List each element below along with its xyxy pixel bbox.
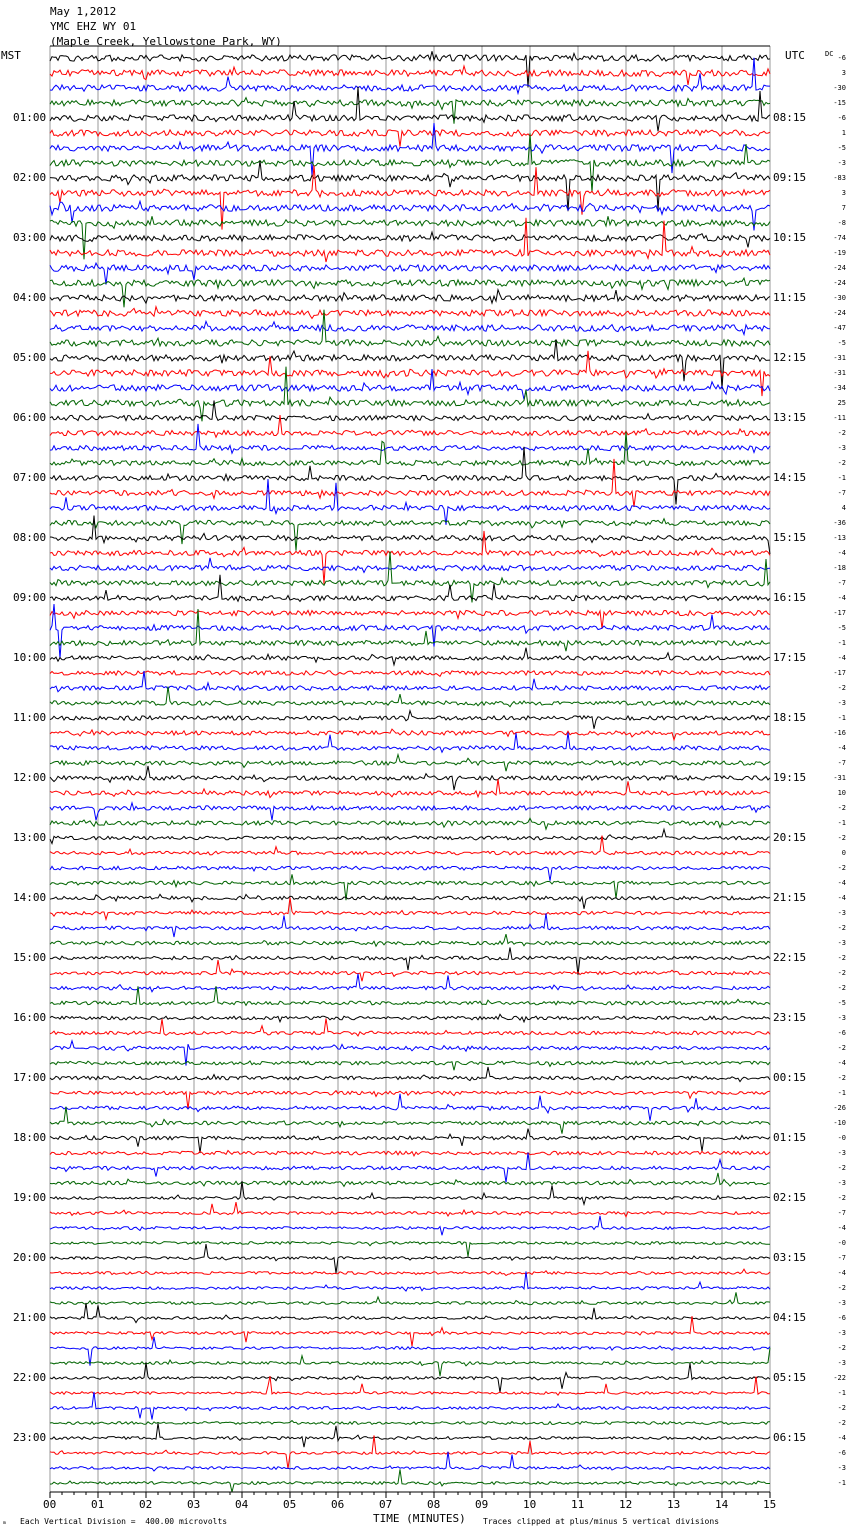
trace-75 — [50, 1173, 770, 1187]
dc-offset-value: -3 — [837, 699, 846, 707]
left-hour-label: 18:00 — [13, 1131, 47, 1144]
right-hour-label: 20:15 — [773, 831, 807, 844]
trace-27 — [50, 432, 770, 466]
trace-1 — [50, 66, 770, 85]
dc-offset-value: -4 — [837, 549, 846, 557]
trace-93 — [50, 1435, 770, 1469]
dc-offset-value: -4 — [837, 894, 846, 902]
right-hour-label: 18:15 — [773, 711, 807, 724]
trace-40 — [50, 648, 770, 665]
dc-offset-value: -7 — [837, 489, 846, 497]
trace-64 — [50, 1014, 770, 1022]
right-hour-label: 19:15 — [773, 771, 807, 784]
dc-offset-value: -6 — [837, 1029, 846, 1037]
trace-9 — [50, 165, 770, 229]
left-hour-label: 16:00 — [13, 1011, 47, 1024]
left-hour-label: 01:00 — [13, 111, 47, 124]
dc-offset-value: -2 — [837, 1284, 846, 1292]
dc-offset-value: -2 — [837, 459, 846, 467]
dc-offset-value: -5 — [837, 624, 846, 632]
dc-offset-value: -10 — [833, 1119, 846, 1127]
dc-offset-value: -7 — [837, 579, 846, 587]
trace-86 — [50, 1337, 770, 1366]
dc-offset-value: -3 — [837, 1014, 846, 1022]
x-tick-label: 12 — [619, 1498, 633, 1511]
dc-offset-value: -2 — [837, 834, 846, 842]
dc-offset-value: -16 — [833, 729, 846, 737]
x-tick-label: 04 — [235, 1498, 249, 1511]
trace-18 — [50, 321, 770, 334]
right-hour-label: 11:15 — [773, 291, 807, 304]
dc-offset-value: -4 — [837, 654, 846, 662]
dc-offset-value: -2 — [837, 429, 846, 437]
dc-offset-value: -1 — [837, 639, 846, 647]
dc-offset-value: -4 — [837, 1434, 846, 1442]
dc-offset-value: -2 — [837, 1194, 846, 1202]
right-hour-label: 01:15 — [773, 1131, 807, 1144]
seismic-traces — [50, 51, 770, 1492]
dc-offset-value: -1 — [837, 1479, 846, 1487]
dc-offset-value: -3 — [837, 1179, 846, 1187]
trace-62 — [50, 974, 770, 992]
trace-81 — [50, 1269, 770, 1275]
dc-offset-value: -13 — [833, 534, 846, 542]
dc-offset-value: -2 — [837, 804, 846, 812]
dc-offset-value: -24 — [833, 264, 846, 272]
right-hour-label: 09:15 — [773, 171, 807, 184]
dc-offset-value: -26 — [833, 1104, 846, 1112]
trace-55 — [50, 874, 770, 900]
right-hour-label: 16:15 — [773, 591, 807, 604]
dc-offset-value: -31 — [833, 369, 846, 377]
trace-35 — [50, 551, 770, 602]
dc-offset-value: -2 — [837, 864, 846, 872]
trace-63 — [50, 986, 770, 1005]
trace-38 — [50, 604, 770, 659]
footer-glyph: ₘ — [2, 1517, 7, 1526]
dc-offset-value: -24 — [833, 279, 846, 287]
dc-offset-value: 3 — [841, 69, 846, 77]
left-hour-label: 02:00 — [13, 171, 47, 184]
dc-offset-value: -2 — [837, 1344, 846, 1352]
trace-57 — [50, 897, 770, 919]
x-tick-label: 01 — [91, 1498, 105, 1511]
trace-39 — [50, 609, 770, 651]
trace-31 — [50, 519, 770, 551]
dc-offset-value: -3 — [837, 939, 846, 947]
x-axis-title: TIME (MINUTES) — [373, 1512, 466, 1525]
trace-10 — [50, 201, 770, 230]
dc-offset-value: -3 — [837, 1464, 846, 1472]
right-hour-label: 22:15 — [773, 951, 807, 964]
dc-offset-header: DC — [825, 50, 834, 58]
dc-offset-value: -5 — [837, 339, 846, 347]
x-tick-label: 15 — [763, 1498, 777, 1511]
trace-58 — [50, 913, 770, 937]
dc-offset-value: -24 — [833, 309, 846, 317]
trace-48 — [50, 766, 770, 790]
dc-offset-value: -4 — [837, 1269, 846, 1277]
trace-41 — [50, 671, 770, 677]
right-hour-label: 15:15 — [773, 531, 807, 544]
left-hour-label: 21:00 — [13, 1311, 47, 1324]
trace-16 — [50, 290, 770, 304]
trace-53 — [50, 836, 770, 855]
dc-offset-value: -3 — [837, 1329, 846, 1337]
x-tick-label: 06 — [331, 1498, 345, 1511]
dc-offset-value: -2 — [837, 1419, 846, 1427]
right-hour-label: 10:15 — [773, 231, 807, 244]
clip-note: Traces clipped at plus/minus 5 vertical divisions — [483, 1517, 720, 1526]
x-tick-label: 09 — [475, 1498, 489, 1511]
trace-15 — [50, 278, 770, 307]
dc-offset-value: -17 — [833, 669, 846, 677]
left-hour-label: 03:00 — [13, 231, 47, 244]
vertical-division-note: Each Vertical Division = 400.00 microvolts — [20, 1517, 228, 1526]
dc-offset-value: -30 — [833, 84, 846, 92]
trace-67 — [50, 1061, 770, 1070]
left-hour-label: 23:00 — [13, 1431, 47, 1444]
trace-45 — [50, 729, 770, 740]
x-tick-label: 03 — [187, 1498, 201, 1511]
trace-71 — [50, 1107, 770, 1134]
trace-4 — [50, 87, 770, 132]
left-hour-label: 07:00 — [13, 471, 47, 484]
right-hour-label: 21:15 — [773, 891, 807, 904]
trace-95 — [50, 1469, 770, 1492]
dc-offset-value: -2 — [837, 1074, 846, 1082]
right-hour-label: 04:15 — [773, 1311, 807, 1324]
left-hour-label: 05:00 — [13, 351, 47, 364]
dc-offset-value: 3 — [841, 189, 846, 197]
dc-offset-value: -2 — [837, 1164, 846, 1172]
dc-offset-value: -1 — [837, 1089, 846, 1097]
left-hour-label: 10:00 — [13, 651, 47, 664]
right-hour-label: 03:15 — [773, 1251, 807, 1264]
dc-offset-value: -0 — [837, 1134, 846, 1142]
right-hour-label: 00:15 — [773, 1071, 807, 1084]
dc-offset-value: -3 — [837, 444, 846, 452]
dc-offset-value: -5 — [837, 144, 846, 152]
trace-52 — [50, 829, 770, 843]
left-hour-label: 15:00 — [13, 951, 47, 964]
dc-offset-value: -47 — [833, 324, 846, 332]
dc-offset-value: -3 — [837, 159, 846, 167]
dc-offset-value: -1 — [837, 714, 846, 722]
dc-offset-value: -8 — [837, 219, 846, 227]
plot-date: May 1,2012 — [50, 5, 117, 18]
trace-78 — [50, 1216, 770, 1235]
trace-68 — [50, 1067, 770, 1082]
dc-offset-value: -3 — [837, 909, 846, 917]
right-hour-label: 23:15 — [773, 1011, 807, 1024]
dc-offset-value: -19 — [833, 249, 846, 257]
trace-85 — [50, 1316, 770, 1346]
dc-offset-value: -2 — [837, 1044, 846, 1052]
dc-offset-value: 0 — [841, 849, 846, 857]
dc-offset-value: -1 — [837, 1389, 846, 1397]
trace-87 — [50, 1348, 770, 1377]
trace-34 — [50, 558, 770, 573]
station-location: (Maple Creek, Yellowstone Park, WY) — [50, 35, 282, 48]
x-tick-label: 05 — [283, 1498, 297, 1511]
dc-offset-value: -22 — [833, 1374, 846, 1382]
dc-offset-value: 10 — [837, 789, 846, 797]
x-tick-label: 10 — [523, 1498, 537, 1511]
trace-49 — [50, 779, 770, 798]
minute-gridlines — [50, 46, 770, 1492]
trace-20 — [50, 339, 770, 388]
dc-offset-value: -7 — [837, 759, 846, 767]
dc-offset-value: -2 — [837, 1404, 846, 1412]
dc-offset-value: -7 — [837, 1254, 846, 1262]
dc-offset-value: -4 — [837, 1059, 846, 1067]
trace-17 — [50, 307, 770, 319]
dc-offset-value: -4 — [837, 879, 846, 887]
right-hour-label: 17:15 — [773, 651, 807, 664]
trace-44 — [50, 711, 770, 729]
dc-offset-value: -3 — [837, 1149, 846, 1157]
trace-72 — [50, 1129, 770, 1154]
right-timezone-label: UTC — [785, 49, 805, 62]
dc-offset-value: -6 — [837, 114, 846, 122]
right-hour-label: 08:15 — [773, 111, 807, 124]
trace-88 — [50, 1362, 770, 1392]
x-tick-label: 11 — [571, 1498, 585, 1511]
dc-offset-value: -31 — [833, 354, 846, 362]
left-timezone-label: MST — [1, 49, 21, 62]
left-hour-label: 12:00 — [13, 771, 47, 784]
trace-28 — [50, 447, 770, 505]
left-hour-label: 04:00 — [13, 291, 47, 304]
dc-offset-value: -4 — [837, 594, 846, 602]
trace-92 — [50, 1423, 770, 1447]
trace-74 — [50, 1153, 770, 1183]
dc-offset-value: 1 — [841, 129, 846, 137]
trace-47 — [50, 755, 770, 772]
dc-offset-value: -2 — [837, 969, 846, 977]
left-hour-label: 11:00 — [13, 711, 47, 724]
dc-offset-value: -0 — [837, 1239, 846, 1247]
x-tick-label: 07 — [379, 1498, 393, 1511]
dc-offset-value: -4 — [837, 744, 846, 752]
dc-offset-value: -2 — [837, 984, 846, 992]
dc-offset-value: 25 — [837, 399, 846, 407]
x-tick-label: 08 — [427, 1498, 441, 1511]
trace-29 — [50, 459, 770, 507]
right-hour-label: 06:15 — [773, 1431, 807, 1444]
trace-59 — [50, 934, 770, 946]
trace-7 — [50, 133, 770, 192]
trace-77 — [50, 1202, 770, 1217]
dc-offset-value: -11 — [833, 414, 846, 422]
trace-8 — [50, 161, 770, 211]
trace-51 — [50, 818, 770, 829]
trace-54 — [50, 866, 770, 881]
trace-0 — [50, 51, 770, 87]
right-hour-label: 02:15 — [773, 1191, 807, 1204]
dc-offset-value: -6 — [837, 54, 846, 62]
dc-offset-value: -6 — [837, 1449, 846, 1457]
dc-offset-value: -2 — [837, 954, 846, 962]
trace-46 — [50, 733, 770, 753]
dc-offset-value: -34 — [833, 384, 846, 392]
trace-12 — [50, 232, 770, 247]
left-hour-label: 14:00 — [13, 891, 47, 904]
trace-56 — [50, 894, 770, 909]
left-hour-label: 06:00 — [13, 411, 47, 424]
dc-offset-value: -2 — [837, 684, 846, 692]
right-hour-label: 05:15 — [773, 1371, 807, 1384]
dc-offset-value: -18 — [833, 564, 846, 572]
dc-offset-value: -15 — [833, 99, 846, 107]
left-hour-label: 22:00 — [13, 1371, 47, 1384]
trace-36 — [50, 575, 770, 602]
dc-offset-value: -7 — [837, 1209, 846, 1217]
dc-offset-value: -1 — [837, 819, 846, 827]
trace-60 — [50, 948, 770, 976]
trace-76 — [50, 1181, 770, 1204]
trace-65 — [50, 1018, 770, 1036]
x-tick-label: 13 — [667, 1498, 681, 1511]
x-tick-label: 00 — [43, 1498, 57, 1511]
trace-50 — [50, 803, 770, 820]
left-hour-label: 09:00 — [13, 591, 47, 604]
trace-82 — [50, 1271, 770, 1291]
trace-30 — [50, 479, 770, 525]
dc-offset-value: -2 — [837, 924, 846, 932]
dc-offset-value: 7 — [841, 204, 846, 212]
x-tick-label: 02 — [139, 1498, 153, 1511]
trace-5 — [50, 130, 770, 147]
right-hour-label: 13:15 — [773, 411, 807, 424]
station-code: YMC EHZ WY 01 — [50, 20, 137, 33]
trace-90 — [50, 1392, 770, 1420]
left-hour-label: 13:00 — [13, 831, 47, 844]
left-hour-label: 08:00 — [13, 531, 47, 544]
dc-offset-value: -3 — [837, 1359, 846, 1367]
dc-offset-value: -30 — [833, 294, 846, 302]
dc-offset-value: -74 — [833, 234, 846, 242]
right-hour-label: 14:15 — [773, 471, 807, 484]
trace-84 — [50, 1303, 770, 1323]
trace-70 — [50, 1094, 770, 1121]
left-hour-label: 20:00 — [13, 1251, 47, 1264]
right-hour-label: 12:15 — [773, 351, 807, 364]
trace-73 — [50, 1151, 770, 1156]
trace-79 — [50, 1242, 770, 1257]
trace-61 — [50, 960, 770, 981]
plot-frame — [50, 46, 770, 1498]
dc-offset-value: -31 — [833, 774, 846, 782]
dc-offset-value: -4 — [837, 1224, 846, 1232]
trace-37 — [50, 610, 770, 628]
dc-offset-value: -3 — [837, 1299, 846, 1307]
dc-offset-value: -83 — [833, 174, 846, 182]
trace-26 — [50, 424, 770, 453]
dc-offset-value: -6 — [837, 1314, 846, 1322]
dc-offset-value: -36 — [833, 519, 846, 527]
left-hour-label: 17:00 — [13, 1071, 47, 1084]
dc-offset-value: -1 — [837, 474, 846, 482]
dc-offset-value: -17 — [833, 609, 846, 617]
left-hour-label: 19:00 — [13, 1191, 47, 1204]
dc-offset-value: 4 — [841, 504, 846, 512]
trace-80 — [50, 1244, 770, 1273]
x-tick-label: 14 — [715, 1498, 729, 1511]
trace-83 — [50, 1292, 770, 1304]
dc-offset-value: -5 — [837, 999, 846, 1007]
